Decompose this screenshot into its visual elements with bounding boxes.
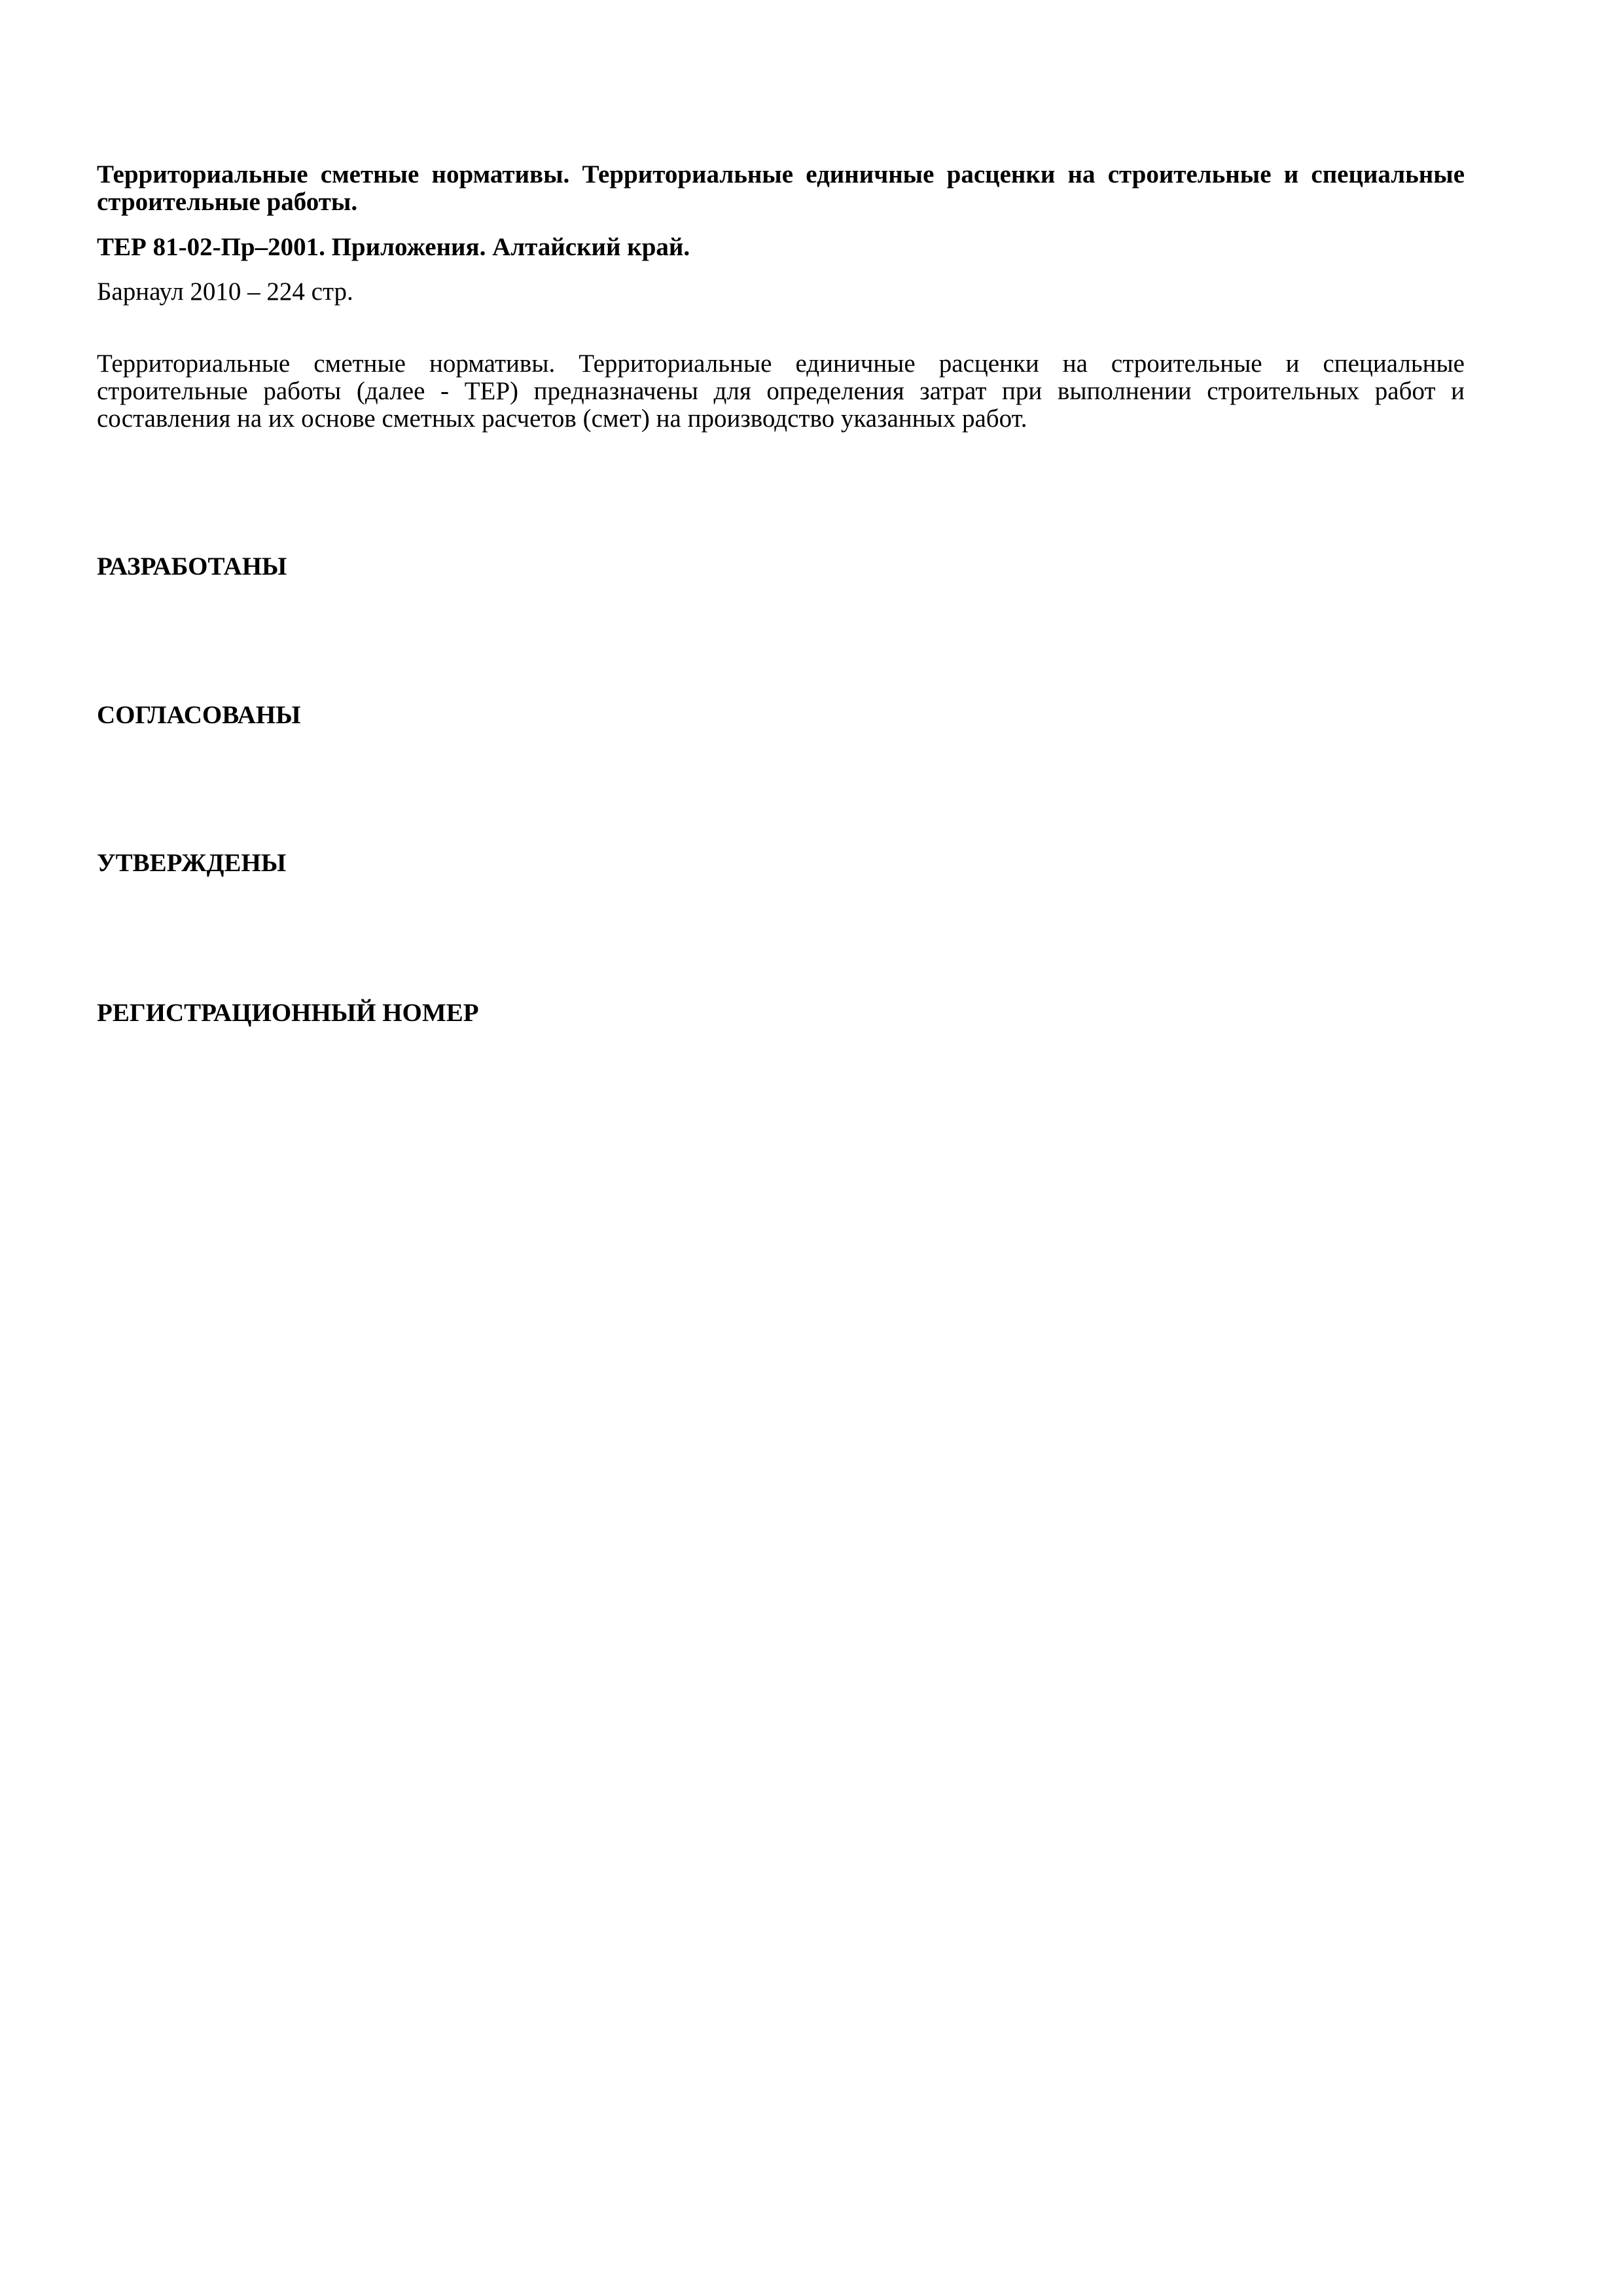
document-subtitle: ТЕР 81-02-Пр–2001. Приложения. Алтайский край. xyxy=(97,233,690,261)
section-heading-agreed: СОГЛАСОВАНЫ xyxy=(97,701,301,729)
document-abstract: Территориальные сметные нормативы. Территориальные единичные расценки на строительные и специальные строительные работы (далее - ТЕР) предназначены для определения затрат при выполнении строительных работ и составления на их основе сметных расчетов (смет) на производство указанных работ. xyxy=(97,350,1465,433)
section-heading-approved: УТВЕРЖДЕНЫ xyxy=(97,849,287,877)
document-title: Территориальные сметные нормативы. Территориальные единичные расценки на строительные и специальные строительные работы. xyxy=(97,160,1465,216)
section-heading-developed: РАЗРАБОТАНЫ xyxy=(97,552,287,581)
document-imprint: Барнаул 2010 – 224 стр. xyxy=(97,278,353,306)
section-heading-registration-number: РЕГИСТРАЦИОННЫЙ НОМЕР xyxy=(97,999,479,1027)
